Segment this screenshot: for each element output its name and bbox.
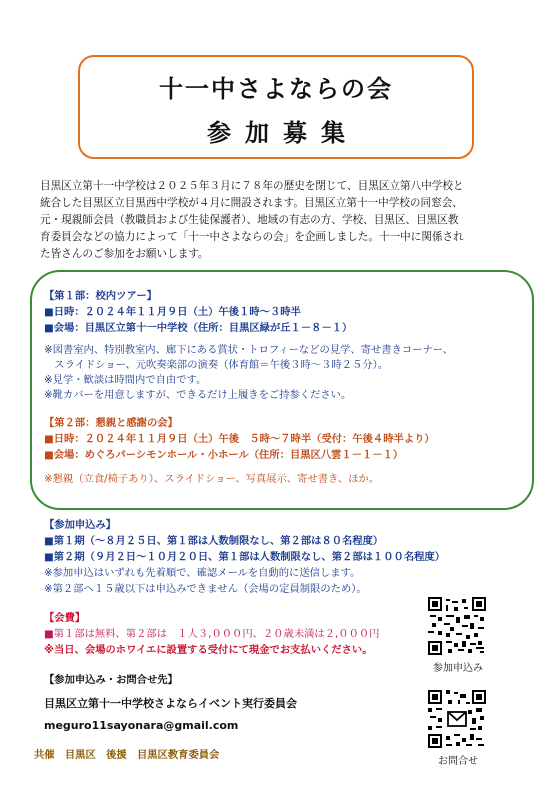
apply-line: ■第１期（～８月２５日、第１部は人数制限なし、第２部は８０名程度）	[44, 535, 384, 547]
part1-note: ※靴カバーを用意しますが、できるだけ上履きをご持参ください。	[44, 389, 352, 401]
intro-line: た皆さんのご参加をお願いします。	[40, 248, 209, 260]
apply-qr-code[interactable]	[428, 597, 486, 655]
inquiry-qr-code[interactable]	[428, 690, 486, 748]
intro-line: 育委員会などの協力によって「十一中さよならの会」を企画しました。十一中に関係され	[40, 231, 464, 243]
sponsor-line: 共催 目黒区 後援 目黒区教育委員会	[34, 749, 220, 761]
intro-line: 統合した目黒区立目黒西中学校が４月に開設されます。目黒区立第十一中学校の同窓会、	[40, 197, 463, 209]
part1-note: ※図書室内、特別教室内、廊下にある賞状・トロフィーなどの見学、寄せ書きコーナー、	[44, 344, 453, 356]
inquiry-qr-label: お問合せ	[438, 756, 478, 767]
contact-email[interactable]: meguro11sayonara@gmail.com	[44, 719, 239, 732]
fee-heading: 【会費】	[44, 612, 86, 624]
part1-heading: 【第１部：校内ツアー】	[44, 290, 157, 302]
apply-line: ■第２期（９月２日～１０月２０日、第１部は人数制限なし、第２部は１００名程度）	[44, 551, 446, 563]
intro-paragraph	[40, 178, 526, 263]
part2-venue: ■会場：めぐろパーシモンホール・小ホール（住所：目黒区八雲１－１－１）	[44, 449, 404, 461]
fee-line: ※当日、会場のホワイエに設置する受付にて現金でお支払いください。	[44, 644, 373, 656]
part1-venue: ■会場：目黒区立第十一中学校（住所：目黒区緑が丘１－８－１）	[44, 322, 353, 334]
page-title: 十一中さよならの会	[159, 75, 393, 103]
apply-qr-label: 参加申込み	[433, 663, 483, 674]
part1-note: ※見学・歓談は時間内で自由です。	[44, 374, 207, 386]
contact-org: 目黒区立第十一中学校さよならイベント実行委員会	[44, 697, 297, 710]
fee-line: ■第１部は無料、第２部は １人３,０００円、２０歳未満は２,０００円	[44, 628, 380, 640]
part2-datetime: ■日時：２０２４年１１月９日（土）午後 ５時～７時半（受付：午後４時半より）	[44, 433, 435, 445]
apply-line: ※第２部へ１５歳以下は申込みできません（会場の定員制限のため）。	[44, 583, 367, 595]
part2-note: ※懇親（立食/椅子あり）、スライドショー、写真展示、寄せ書き、ほか。	[44, 473, 380, 485]
page-subtitle: 参加募集	[207, 119, 359, 147]
intro-line: 目黒区立第十一中学校は２０２５年３月に７８年の歴史を閉じて、目黒区立第八中学校と	[40, 180, 464, 192]
part1-note: スライドショー、元吹奏楽部の演奏（体育館＝午後３時～３時２５分）。	[44, 359, 389, 371]
apply-heading: 【参加申込み】	[44, 519, 117, 531]
apply-line: ※参加申込はいずれも先着順で、確認メールを自動的に送信します。	[44, 567, 361, 579]
part1-datetime: ■日時：２０２４年１１月９日（土）午後１時～３時半	[44, 306, 301, 318]
contact-heading: 【参加申込み・お問合せ先】	[44, 674, 178, 686]
title-box	[78, 55, 474, 159]
part2-heading: 【第２部：懇親と感謝の会】	[44, 417, 178, 429]
intro-line: 元・現親師会員（教職員および生徒保護者）、地域の有志の方、学校、目黒区、目黒区教	[40, 214, 459, 226]
